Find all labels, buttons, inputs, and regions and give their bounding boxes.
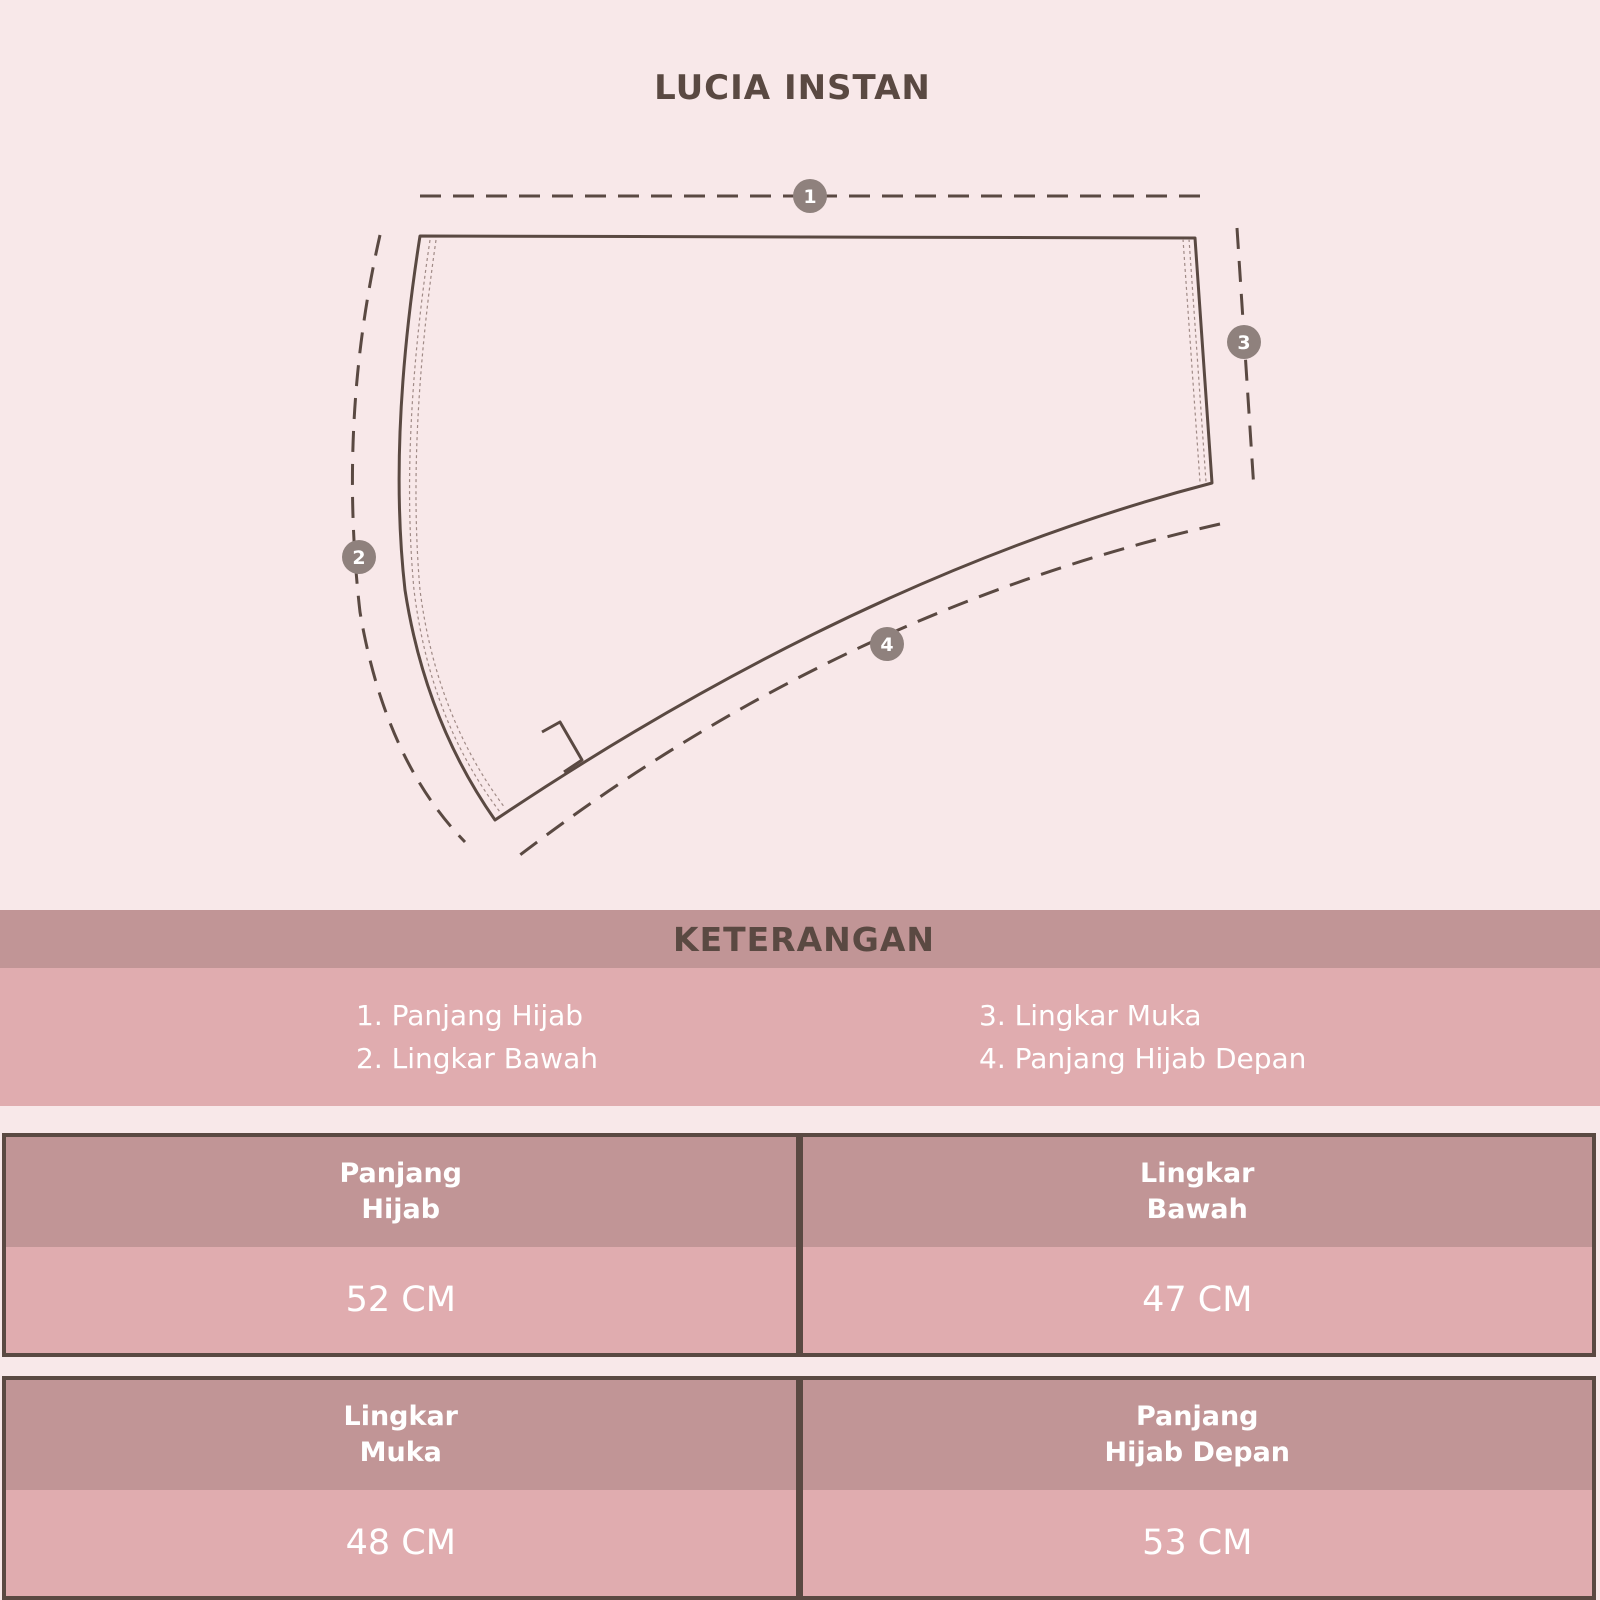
dimension-line-4 xyxy=(520,524,1220,855)
marker-3 xyxy=(1227,325,1261,359)
measurement-table-row-2 xyxy=(2,1376,1596,1600)
measurement-cell-lingkar-bawah xyxy=(796,1137,1593,1353)
legend-item-2: 2. Lingkar Bawah xyxy=(356,1042,598,1075)
svg-text:3: 3 xyxy=(1237,332,1251,354)
measurement-label-line: Lingkar xyxy=(1140,1158,1255,1189)
measurement-label-line: Bawah xyxy=(1146,1194,1248,1225)
legend-item-1: 1. Panjang Hijab xyxy=(356,999,584,1032)
measurement-cell-panjang-hijab xyxy=(6,1137,796,1353)
measurement-label-line: Hijab xyxy=(361,1194,441,1225)
measurement-label xyxy=(803,1137,1593,1247)
page-title: LUCIA INSTAN xyxy=(654,68,931,108)
label-tab xyxy=(542,722,582,772)
stitch-line-left xyxy=(410,240,500,812)
marker-1 xyxy=(793,179,827,213)
keterangan-legend xyxy=(0,968,1600,1106)
measurement-value: 48 CM xyxy=(6,1490,796,1596)
measurement-label-line: Panjang xyxy=(339,1158,463,1189)
legend-column-right xyxy=(979,994,1306,1080)
legend-item-3: 3. Lingkar Muka xyxy=(979,999,1202,1032)
legend-item-4: 4. Panjang Hijab Depan xyxy=(979,1042,1307,1075)
measurement-table-row-1 xyxy=(2,1133,1596,1357)
measurement-label-line: Muka xyxy=(359,1437,442,1468)
measurement-value: 47 CM xyxy=(803,1247,1593,1353)
measurement-label xyxy=(6,1380,796,1490)
measurement-label xyxy=(6,1137,796,1247)
keterangan-header xyxy=(0,910,1600,968)
keterangan-title: KETERANGAN xyxy=(673,919,935,959)
marker-4 xyxy=(870,627,904,661)
measurement-label xyxy=(803,1380,1593,1490)
measurement-label-line: Lingkar xyxy=(343,1401,458,1432)
measurement-label-line: Hijab Depan xyxy=(1104,1437,1291,1468)
svg-text:4: 4 xyxy=(880,634,894,656)
measurement-label-line: Panjang xyxy=(1135,1401,1259,1432)
measurement-value: 53 CM xyxy=(803,1490,1593,1596)
measurement-cell-panjang-hijab-depan xyxy=(796,1380,1593,1596)
measurement-value: 52 CM xyxy=(6,1247,796,1353)
pattern-outline xyxy=(399,236,1212,820)
stitch-line-left-2 xyxy=(416,240,505,808)
dimension-line-3 xyxy=(1237,228,1254,490)
svg-text:1: 1 xyxy=(803,186,817,208)
measurement-cell-lingkar-muka xyxy=(6,1380,796,1596)
marker-2 xyxy=(342,540,376,574)
legend-column-left xyxy=(356,994,598,1080)
svg-text:2: 2 xyxy=(352,547,366,569)
